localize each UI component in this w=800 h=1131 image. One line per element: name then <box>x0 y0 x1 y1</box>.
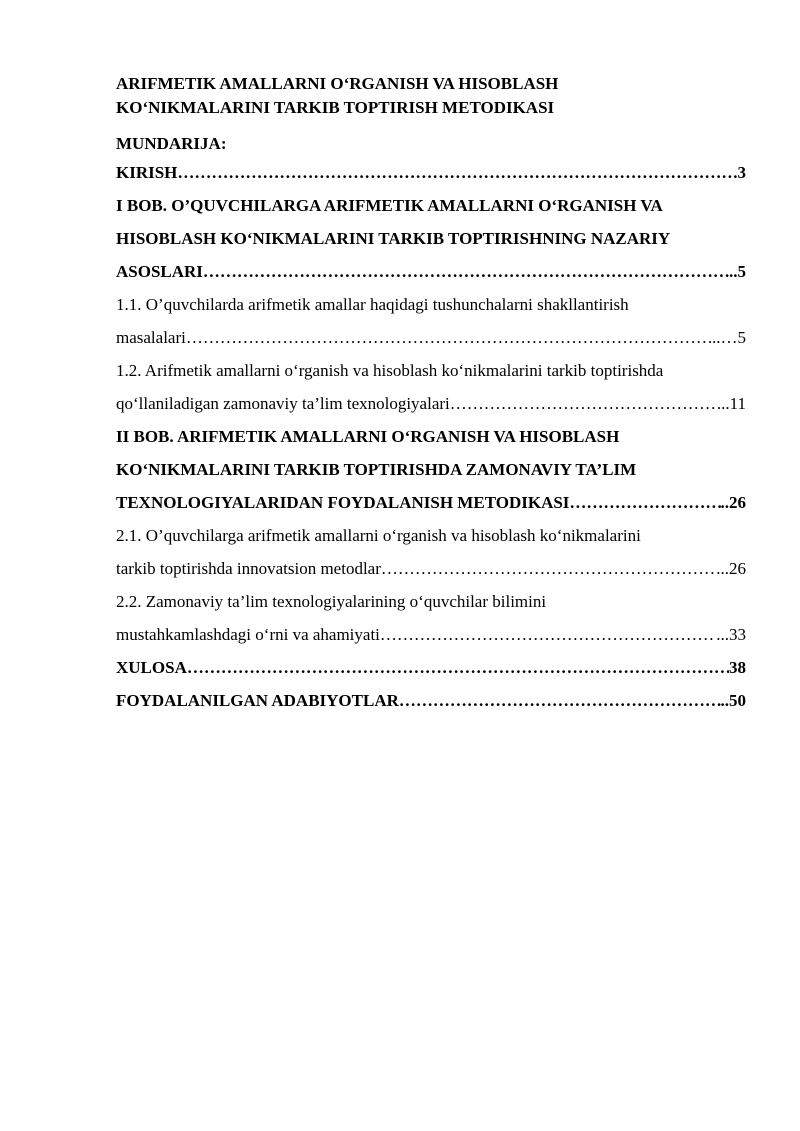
toc-dot-leader <box>186 321 712 354</box>
toc-entry-line: 1.2. Arifmetik amallarni o‘rganish va hisoblash ko‘nikmalarini tarkib toptirishda <box>116 361 664 380</box>
toc-entry-title: qo‘llaniladigan zamonaviy ta’lim texnologiyalari <box>116 394 450 413</box>
toc-entry[interactable] <box>116 585 746 651</box>
toc-entry-last-line <box>116 684 746 717</box>
toc-page-number: ...26 <box>716 559 746 578</box>
document-page <box>116 72 746 717</box>
toc-entry-last-line <box>116 321 746 354</box>
toc-entry-line: II BOB. ARIFMETIK AMALLARNI O‘RGANISH VA HISOBLASH <box>116 427 620 446</box>
toc-dot-leader <box>381 552 716 585</box>
document-title-line: ARIFMETIK AMALLARNI O‘RGANISH VA HISOBLASH <box>116 74 559 93</box>
toc-dot-leader <box>187 651 729 684</box>
toc-entry-last-line <box>116 255 746 288</box>
toc-entry-line: HISOBLASH KO‘NIKMALARINI TARKIB TOPTIRISHNING NAZARIY <box>116 229 671 248</box>
toc-entry-last-line <box>116 387 746 420</box>
toc-entry-title: tarkib toptirishda innovatsion metodlar <box>116 559 381 578</box>
toc-entry-line: I BOB. O’QUVCHILARGA ARIFMETIK AMALLARNI O‘RGANISH VA <box>116 196 663 215</box>
toc-dot-leader <box>380 618 716 651</box>
toc-entry[interactable] <box>116 354 746 420</box>
toc-dot-leader <box>203 255 729 288</box>
toc-entry[interactable] <box>116 156 746 189</box>
toc-entry-line: 2.2. Zamonaviy ta’lim texnologiyalarining o‘quvchilar bilimini <box>116 592 547 611</box>
toc-dot-leader <box>450 387 717 420</box>
toc-entry-last-line <box>116 552 746 585</box>
toc-page-number: .3 <box>733 163 746 182</box>
toc-entry-title: TEXNOLOGIYALARIDAN FOYDALANISH METODIKASI <box>116 493 570 512</box>
toc-entry[interactable] <box>116 651 746 684</box>
toc-entry-line: 2.1. O’quvchilarga arifmetik amallarni o‘rganish va hisoblash ko‘nikmalarini <box>116 526 641 545</box>
toc-heading: MUNDARIJA: <box>116 134 227 153</box>
toc-entry[interactable] <box>116 288 746 354</box>
toc-page-number: ...11 <box>716 394 746 413</box>
toc-page-number: ..…5 <box>712 328 746 347</box>
toc-entry-title: masalalari <box>116 328 186 347</box>
toc-entry-title: KIRISH <box>116 163 178 182</box>
toc-entry[interactable] <box>116 420 746 519</box>
toc-entry-last-line <box>116 651 746 684</box>
toc-page-number: ..50 <box>720 691 746 710</box>
toc-entry-last-line <box>116 618 746 651</box>
toc-page-number: ..26 <box>720 493 746 512</box>
toc-page-number: ..5 <box>729 262 746 281</box>
document-title-line: KO‘NIKMALARINI TARKIB TOPTIRISH METODIKASI <box>116 98 555 117</box>
toc-entry[interactable] <box>116 684 746 717</box>
toc-entry-line: KO‘NIKMALARINI TARKIB TOPTIRISHDA ZAMONAVIY TA’LIM <box>116 460 637 479</box>
toc-entry-title: FOYDALANILGAN ADABIYOTLAR <box>116 691 399 710</box>
toc-dot-leader <box>399 684 721 717</box>
toc-entry[interactable] <box>116 189 746 288</box>
toc-entry[interactable] <box>116 519 746 585</box>
toc-page-number: ...33 <box>716 625 746 644</box>
toc-entry-last-line <box>116 156 746 189</box>
document-title <box>116 72 746 120</box>
table-of-contents <box>116 156 746 717</box>
toc-page-number: 38 <box>729 658 746 677</box>
toc-entry-title: mustahkamlashdagi o‘rni va ahamiyati <box>116 625 380 644</box>
toc-entry-line: 1.1. O’quvchilarda arifmetik amallar haqidagi tushunchalarni shakllantirish <box>116 295 629 314</box>
toc-entry-title: ASOSLARI <box>116 262 203 281</box>
toc-entry-title: XULOSA <box>116 658 187 677</box>
toc-entry-last-line <box>116 486 746 519</box>
toc-dot-leader <box>569 486 720 519</box>
toc-dot-leader <box>177 156 733 189</box>
